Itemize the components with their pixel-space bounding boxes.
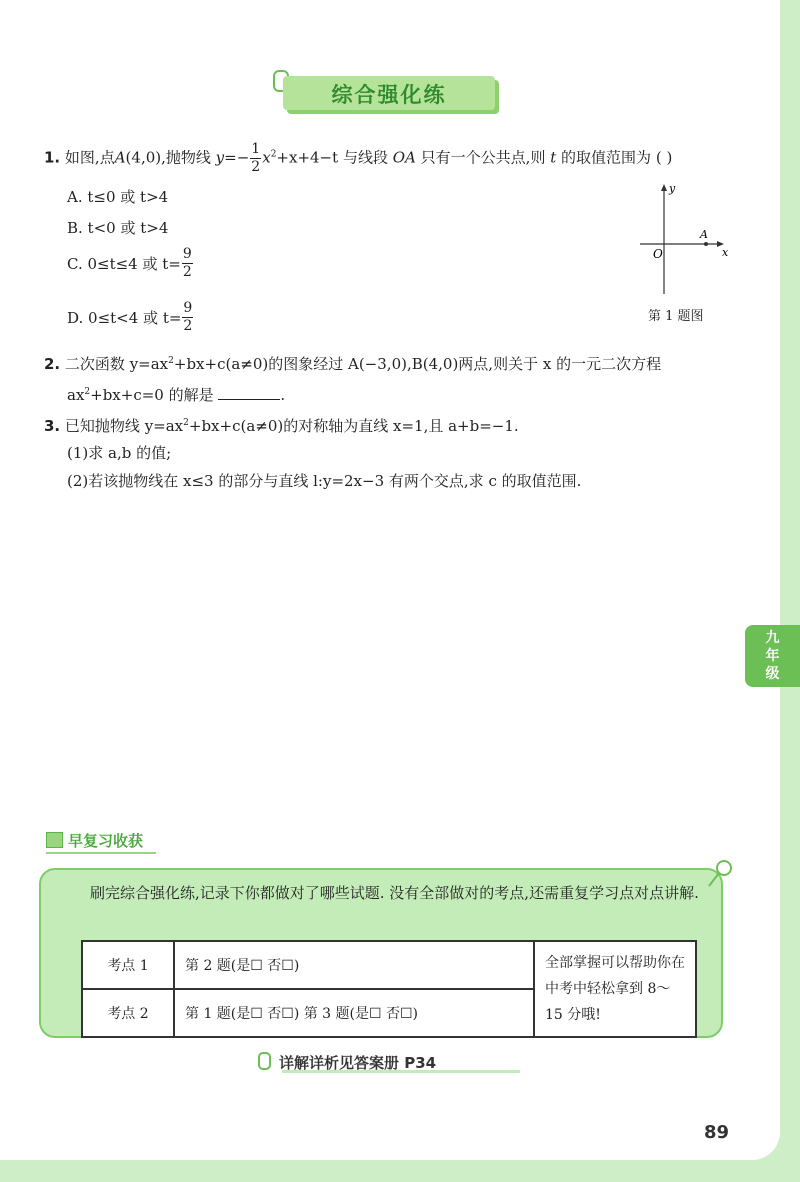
q2-text: +bx+c(a≠0)的图象经过 A(−3,0),B(4,0)两点,则关于 x 的一元二次方程 xyxy=(173,355,662,373)
q2-text: . xyxy=(280,386,286,404)
q1-text: ,抛物线 xyxy=(161,148,211,167)
gift-icon xyxy=(46,832,63,848)
question-3-part-1: (1)求 a,b 的值; xyxy=(67,444,172,462)
question-number: 3. xyxy=(44,417,61,435)
q1-var: y xyxy=(215,148,225,167)
q2-text: ax xyxy=(67,386,85,404)
origin-label: O xyxy=(653,247,663,261)
table-cell-label: 考点 2 xyxy=(82,989,174,1037)
option-a: A. t≤0 或 t>4 xyxy=(67,188,169,206)
q1-segment: OA xyxy=(392,148,416,167)
q2-exp: 2 xyxy=(168,356,174,366)
review-text xyxy=(60,876,700,911)
section-title-badge xyxy=(283,76,495,110)
table-cell-content[interactable]: 第 1 题(是☐ 否☐) 第 3 题(是☐ 否☐) xyxy=(174,989,534,1037)
q2-text: 二次函数 y=ax xyxy=(64,355,169,373)
option-c-text: C. 0≤t≤4 或 t= xyxy=(67,255,181,273)
q1-text: 只有一个公共点,则 xyxy=(420,148,546,167)
frac-denominator: 2 xyxy=(182,264,192,280)
q3-exp: 2 xyxy=(183,418,189,428)
answer-paren: ( ) xyxy=(655,148,673,167)
option-d-text: D. 0≤t<4 或 t= xyxy=(67,309,182,327)
question-number: 2. xyxy=(44,355,61,373)
answer-blank[interactable] xyxy=(218,385,280,400)
frac-numerator: 1 xyxy=(251,141,261,157)
option-d xyxy=(67,300,194,335)
pushpin-icon xyxy=(704,858,734,892)
q3-text: 已知抛物线 y=ax xyxy=(64,417,184,435)
q1-text: 如图,点 xyxy=(64,148,115,167)
answer-reference-text: 详解详析见答案册 P34 xyxy=(279,1054,437,1072)
review-heading-text: 早复习收获 xyxy=(68,832,144,850)
answer-reference xyxy=(258,1052,436,1073)
option-d-fraction xyxy=(182,300,193,335)
review-table xyxy=(81,940,697,1038)
q1-eq-rest: +x+4−t xyxy=(276,148,339,167)
frac-numerator: 9 xyxy=(182,246,192,262)
section-title: 综合强化练 xyxy=(331,83,447,107)
q3-text: +bx+c(a≠0)的对称轴为直线 x=1,且 a+b=−1. xyxy=(188,417,519,435)
figure-caption: 第 1 题图 xyxy=(648,309,704,324)
point-a-label: A xyxy=(700,228,708,241)
option-c-fraction xyxy=(182,246,193,281)
frac-denominator: 2 xyxy=(183,318,193,334)
q1-var: t xyxy=(550,148,557,167)
table-cell-label: 考点 1 xyxy=(82,941,174,989)
question-2 xyxy=(44,350,661,375)
figure-1-axes xyxy=(636,182,736,302)
link-icon xyxy=(258,1052,271,1070)
question-2-line2 xyxy=(67,381,285,406)
frac-numerator: 9 xyxy=(183,300,193,316)
q2-text: +bx+c=0 的解是 xyxy=(90,386,214,404)
page-number: 89 xyxy=(704,1122,730,1143)
table-row xyxy=(82,941,696,989)
x-label: x xyxy=(722,246,729,259)
frac-denominator: 2 xyxy=(251,159,261,175)
grade-tab-char: 年 xyxy=(765,648,780,664)
grade-tab-char: 级 xyxy=(765,666,780,682)
q1-point-coords: (4,0) xyxy=(125,148,162,167)
q1-point-label: A xyxy=(114,148,126,167)
point-a xyxy=(704,242,708,246)
q1-eq: =− xyxy=(224,148,250,167)
question-3 xyxy=(44,412,519,437)
review-text-body: 刷完综合强化练,记录下你都做对了哪些试题. 没有全部做对的考点,还需重复学习点对点讲解. xyxy=(90,884,699,902)
q1-exp: 2 xyxy=(270,149,277,160)
q1-text: 与线段 xyxy=(342,148,388,167)
y-axis-arrow-icon xyxy=(661,184,667,191)
option-b: B. t<0 或 t>4 xyxy=(67,219,169,237)
grade-tab-char: 九 xyxy=(765,630,780,646)
q1-fraction xyxy=(250,141,261,176)
question-number: 1. xyxy=(44,148,61,167)
divider xyxy=(46,852,156,854)
question-1: 1. 如图,点A(4,0),抛物线 y=− $\frac{1}{2}$ $x^2+x+4-t$ 与线段 OA 只有一个公共点,则 t 的取值范围为 ( ) xyxy=(44,141,673,175)
q2-exp: 2 xyxy=(84,387,91,397)
y-label: y xyxy=(669,182,676,195)
option-c xyxy=(67,246,194,281)
table-cell-content[interactable]: 第 2 题(是☐ 否☐) xyxy=(174,941,534,989)
table-note: 全部掌握可以帮助你在中考中轻松拿到 8～15 分哦! xyxy=(534,941,696,1037)
review-heading xyxy=(46,830,143,851)
q1-text: 的取值范围为 xyxy=(561,148,652,167)
question-3-part-2: (2)若该抛物线在 x≤3 的部分与直线 l:y=2x−3 有两个交点,求 c 的取值范围. xyxy=(67,472,582,490)
grade-tab xyxy=(745,625,800,687)
